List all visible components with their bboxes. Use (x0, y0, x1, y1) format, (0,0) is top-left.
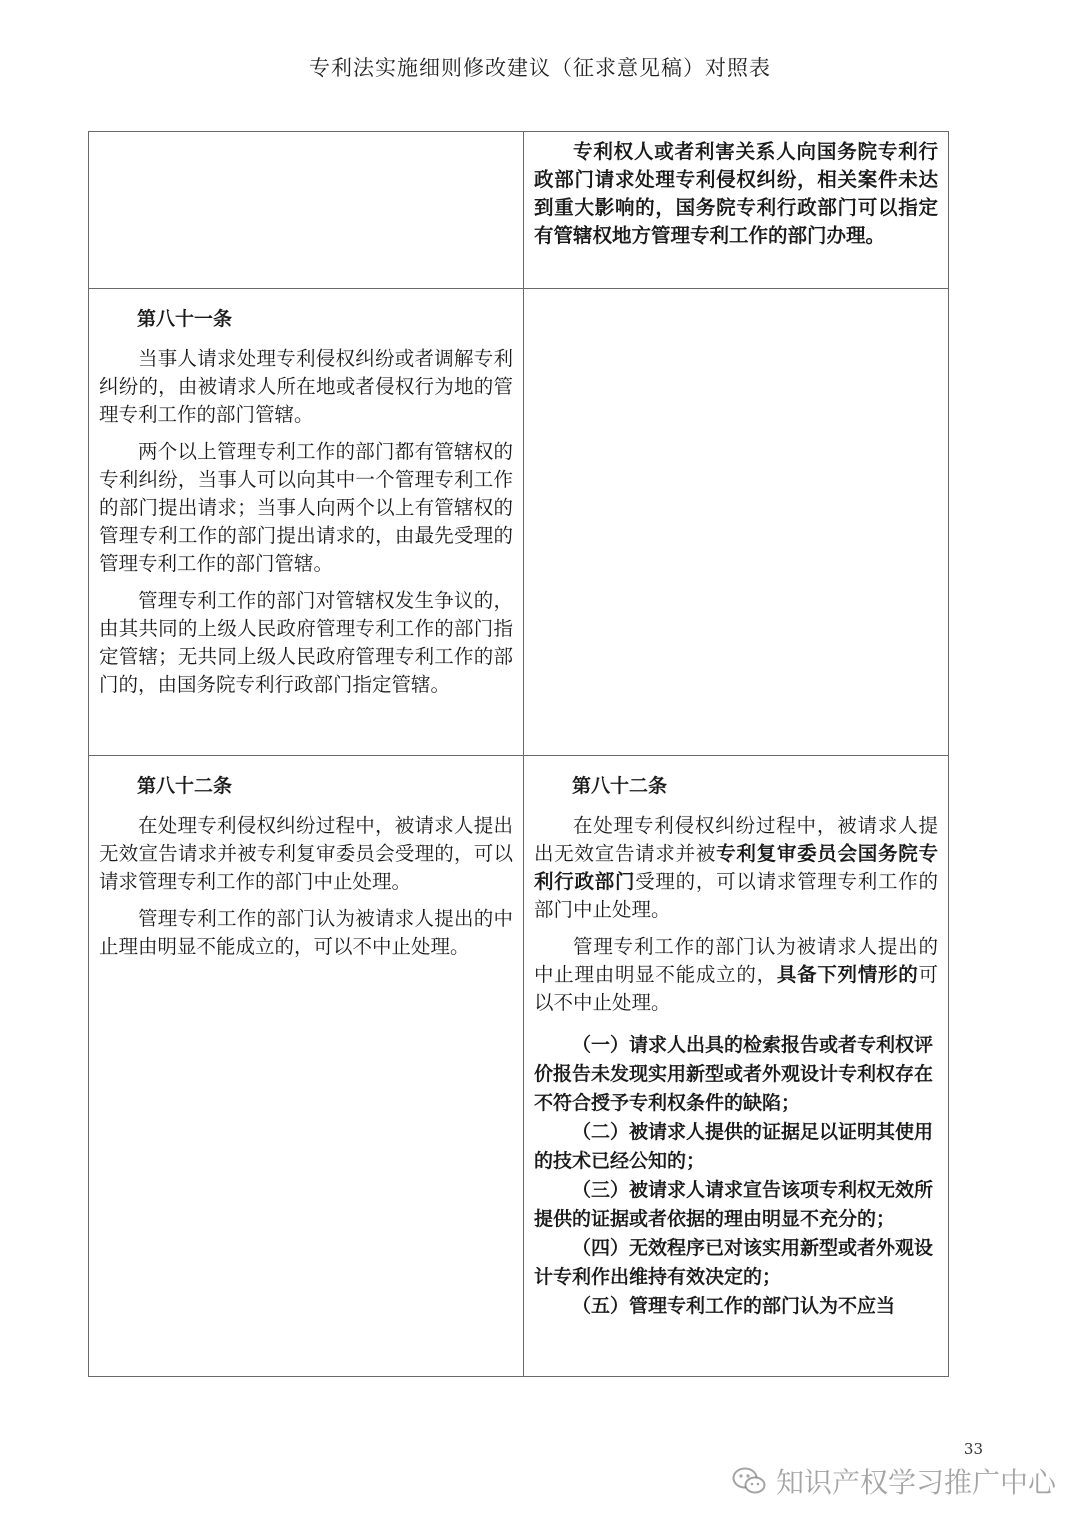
original-paragraph: 管理专利工作的部门对管辖权发生争议的，由其共同的上级人民政府管理专利工作的部门指定管辖；无共同上级人民政府管理专利工作的部门的，由国务院专利行政部门指定管辖。 (99, 589, 513, 696)
amended-text: 专利复审委员会国务院专利行政部门 (534, 842, 938, 893)
original-paragraph: 在处理专利侵权纠纷过程中，被请求人提出无效宣告请求并被专利复审委员会受理的，可以请求管理专利工作的部门中止处理。 (99, 814, 513, 893)
condition-item: （二）被请求人提供的证据足以证明其使用的技术已经公知的； (534, 1121, 934, 1172)
watermark (732, 1461, 1056, 1501)
revised-paragraph (534, 812, 938, 924)
revised-text-cell (524, 132, 949, 289)
wechat-icon (732, 1466, 766, 1496)
condition-item: （五）管理专利工作的部门认为不应当 (572, 1295, 896, 1317)
original-paragraph: 两个以上管理专利工作的部门都有管辖权的专利纠纷，当事人可以向其中一个管理专利工作的部门提出请求；当事人向两个以上有管辖权的管理专利工作的部门提出请求的，由最先受理的管理专利工作的部门管辖。 (99, 440, 513, 575)
condition-item: （三）被请求人请求宣告该项专利权无效所提供的证据或者依据的理由明显不充分的； (534, 1179, 934, 1230)
condition-item: （四）无效程序已对该实用新型或者外观设计专利作出维持有效决定的； (534, 1237, 934, 1288)
original-paragraph: 当事人请求处理专利侵权纠纷或者调解专利纠纷的，由被请求人所在地或者侵权行为地的管理专利工作的部门管辖。 (99, 347, 513, 426)
article-title: 第八十二条 (137, 775, 233, 797)
table-row (89, 289, 949, 756)
article-title: 第八十一条 (137, 308, 233, 330)
revised-paragraph (534, 933, 938, 1017)
revised-paragraph: 专利权人或者利害关系人向国务院专利行政部门请求处理专利侵权纠纷，相关案件未达到重大影响的，国务院专利行政部门可以指定有管辖权地方管理专利工作的部门办理。 (534, 140, 938, 247)
plain-text: 管理专利工作的部门认为被请求人提出的中止理由明显不能成立的， (534, 935, 938, 986)
original-paragraph: 管理专利工作的部门认为被请求人提出的中止理由明显不能成立的，可以不中止处理。 (99, 907, 513, 958)
revised-text-cell (524, 756, 949, 1377)
original-text-cell (89, 756, 524, 1377)
revised-text-cell (524, 289, 949, 756)
condition-list (534, 1031, 938, 1321)
original-text-cell (89, 132, 524, 289)
page-header: 专利法实施细则修改建议（征求意见稿）对照表 (309, 56, 771, 80)
plain-text: 受理的，可以请求管理专利工作的部门中止处理。 (534, 870, 938, 921)
original-text-cell (89, 289, 524, 756)
watermark-text: 知识产权学习推广中心 (776, 1466, 1057, 1499)
article-title: 第八十二条 (572, 775, 668, 797)
amended-text: 具备下列情形的 (776, 963, 919, 986)
table-row (89, 756, 949, 1377)
condition-item: （一）请求人出具的检索报告或者专利权评价报告未发现实用新型或者外观设计专利权存在不符合授予专利权条件的缺陷； (534, 1034, 934, 1114)
page-number: 33 (963, 1440, 983, 1458)
plain-text: 在处理专利侵权纠纷过程中，被请求人提出无效宣告请求并被 (534, 814, 938, 865)
comparison-table (88, 131, 949, 1377)
plain-text: 可以不中止处理。 (534, 963, 938, 1014)
table-row (89, 132, 949, 289)
